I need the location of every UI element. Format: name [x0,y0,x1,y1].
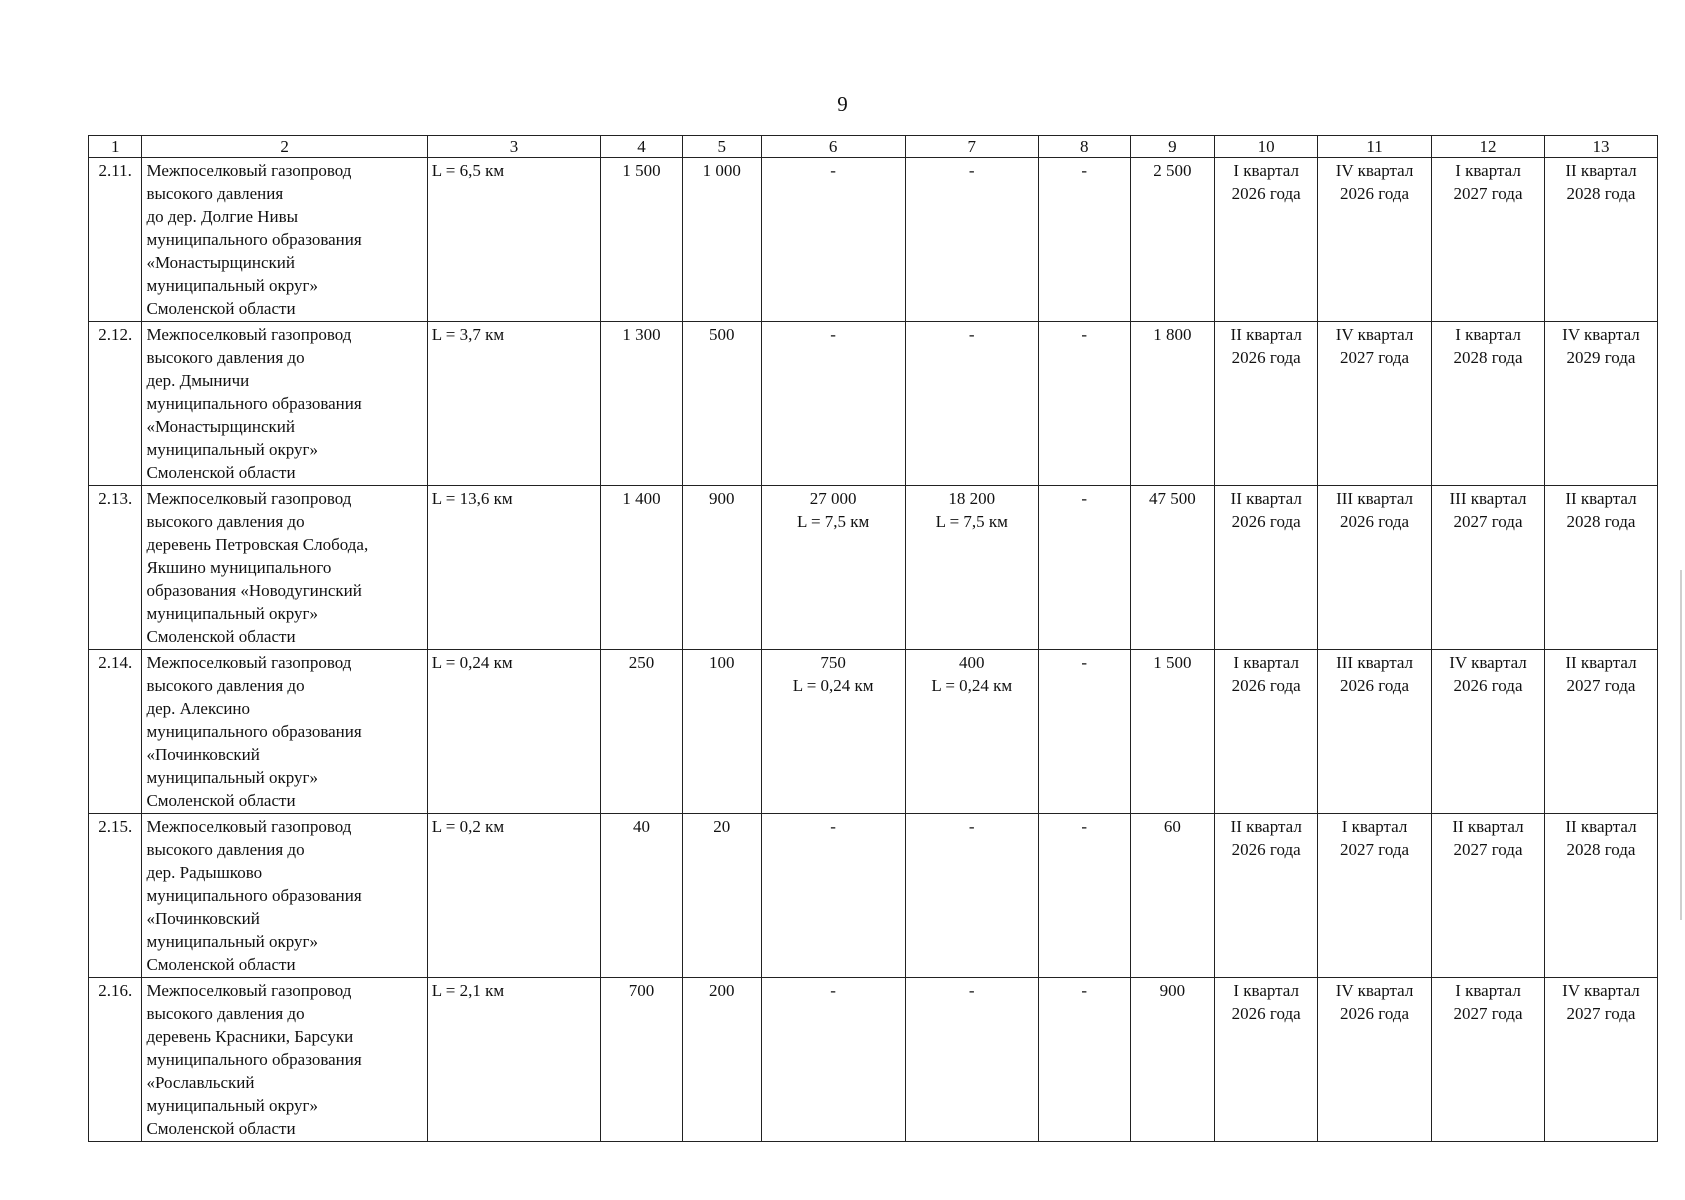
col-11-quarter [1318,650,1432,814]
col-7-value-line: 18 200 [948,489,996,508]
row-number: 2.13. [89,486,142,650]
col-6-value [761,158,905,322]
col-9-total: 1 800 [1130,322,1215,486]
col-10-quarter-line: 2026 года [1231,676,1301,695]
pipeline-length: L = 0,24 км [427,650,600,814]
pipeline-length: L = 6,5 км [427,158,600,322]
column-header-4: 4 [601,136,683,158]
col-7-value-line: 400 [959,653,985,672]
object-name-line: высокого давления до [146,512,305,531]
object-name-line: до дер. Долгие Нивы [146,207,299,226]
object-name-line: муниципального образования [146,722,362,741]
object-name-line: Межпоселковый газопровод [146,981,352,1000]
col-6-value-line: L = 0,24 км [792,676,874,695]
col-8-value: - [1038,322,1130,486]
col-11-quarter-line: 2027 года [1340,840,1410,859]
object-name-line: муниципального образования [146,886,362,905]
col-7-value-line: L = 7,5 км [935,512,1008,531]
col-13-quarter-line: 2029 года [1566,348,1636,367]
col-4-value: 700 [601,978,683,1142]
col-10-quarter-line: 2026 года [1231,840,1301,859]
col-12-quarter-line: I квартал [1455,161,1521,180]
col-7-value [905,978,1038,1142]
col-13-quarter-line: IV квартал [1562,325,1640,344]
object-name-line: дер. Алексино [146,699,251,718]
col-6-value-line: - [830,817,836,836]
object-name [142,650,427,814]
col-10-quarter [1215,978,1318,1142]
object-name-line: высокого давления до [146,676,305,695]
column-header-3: 3 [427,136,600,158]
row-number: 2.12. [89,322,142,486]
object-name-line: муниципального образования [146,394,362,413]
col-12-quarter-line: 2027 года [1453,184,1523,203]
object-name-line: Смоленской области [146,791,296,810]
col-7-value [905,486,1038,650]
col-10-quarter-line: II квартал [1230,489,1302,508]
object-name-line: Смоленской области [146,1119,296,1138]
col-11-quarter-line: III квартал [1336,653,1414,672]
col-11-quarter-line: 2026 года [1340,512,1410,531]
col-7-value-line: - [968,161,975,180]
object-name-line: муниципальный округ» [146,1096,318,1115]
column-header-13: 13 [1544,136,1657,158]
object-name-line: муниципального образования [146,1050,362,1069]
col-11-quarter [1318,158,1432,322]
col-13-quarter-line: 2028 года [1566,840,1636,859]
col-12-quarter [1432,978,1545,1142]
col-10-quarter [1215,814,1318,978]
col-11-quarter-line: IV квартал [1335,325,1414,344]
table-row [89,158,1658,322]
row-number: 2.14. [89,650,142,814]
col-6-value-line: L = 7,5 км [796,512,870,531]
col-13-quarter [1544,650,1657,814]
col-10-quarter [1215,650,1318,814]
object-name-line: муниципального образования [146,230,362,249]
col-12-quarter [1432,486,1545,650]
col-12-quarter [1432,158,1545,322]
scan-edge-line [1680,570,1682,920]
col-11-quarter-line: III квартал [1336,489,1414,508]
col-7-value [905,814,1038,978]
col-11-quarter [1318,814,1432,978]
col-5-value: 200 [682,978,761,1142]
column-number-row [89,136,1658,158]
object-name-line: дер. Дмыничи [146,371,250,390]
pipeline-length: L = 3,7 км [427,322,600,486]
column-header-12: 12 [1432,136,1545,158]
col-10-quarter-line: I квартал [1233,981,1299,1000]
col-10-quarter-line: 2026 года [1231,348,1301,367]
col-12-quarter-line: 2027 года [1453,840,1523,859]
table-row [89,650,1658,814]
row-number: 2.16. [89,978,142,1142]
object-name-line: «Починковский [146,745,260,764]
col-12-quarter-line: I квартал [1455,981,1521,1000]
page-number: 9 [837,92,848,116]
col-9-total: 2 500 [1130,158,1215,322]
object-name-line: дер. Радышково [146,863,263,882]
col-7-value-line: - [968,981,975,1000]
object-name-line: Якшино муниципального [146,558,332,577]
object-name-line: Межпоселковый газопровод [146,489,352,508]
pipeline-length: L = 0,2 км [427,814,600,978]
object-name-line: Смоленской области [146,299,296,318]
col-7-value-line: - [968,325,975,344]
col-7-value [905,322,1038,486]
col-12-quarter-line: I квартал [1455,325,1521,344]
col-12-quarter [1432,814,1545,978]
table-row [89,978,1658,1142]
col-11-quarter [1318,322,1432,486]
col-13-quarter-line: II квартал [1565,653,1637,672]
object-name-line: муниципальный округ» [146,932,318,951]
col-12-quarter-line: 2027 года [1453,1004,1523,1023]
col-12-quarter-line: III квартал [1449,489,1527,508]
column-header-1: 1 [89,136,142,158]
column-header-9: 9 [1130,136,1215,158]
object-name-line: Межпоселковый газопровод [146,653,352,672]
table-body [89,158,1658,1142]
col-13-quarter-line: IV квартал [1562,981,1640,1000]
col-12-quarter [1432,322,1545,486]
col-13-quarter [1544,486,1657,650]
table-row [89,486,1658,650]
row-number: 2.11. [89,158,142,322]
object-name-line: Межпоселковый газопровод [146,161,352,180]
col-12-quarter-line: 2028 года [1453,348,1523,367]
col-10-quarter [1215,486,1318,650]
object-name-line: муниципальный округ» [146,768,318,787]
column-header-2: 2 [142,136,427,158]
object-name-line: «Монастырщинский [146,417,295,436]
col-6-value [761,322,905,486]
col-5-value: 100 [682,650,761,814]
gas-pipeline-table [88,135,1658,1142]
col-11-quarter [1318,486,1432,650]
col-11-quarter-line: IV квартал [1335,981,1414,1000]
col-6-value-line: - [830,161,836,180]
col-6-value [761,814,905,978]
col-7-value [905,650,1038,814]
object-name-line: Смоленской области [146,463,296,482]
object-name [142,158,427,322]
object-name-line: высокого давления до [146,1004,305,1023]
col-4-value: 1 400 [601,486,683,650]
col-11-quarter-line: 2026 года [1340,184,1410,203]
column-header-8: 8 [1038,136,1130,158]
col-11-quarter-line: IV квартал [1335,161,1414,180]
col-4-value: 250 [601,650,683,814]
col-12-quarter-line: II квартал [1452,817,1524,836]
col-4-value: 1 300 [601,322,683,486]
col-9-total: 47 500 [1130,486,1215,650]
object-name-line: образования «Новодугинский [146,581,362,600]
col-6-value [761,486,905,650]
object-name-line: деревень Красники, Барсуки [146,1027,354,1046]
col-7-value-line: - [968,817,975,836]
object-name-line: высокого давления до [146,348,305,367]
object-name-line: высокого давления [146,184,284,203]
object-name-line: Межпоселковый газопровод [146,817,352,836]
col-9-total: 900 [1130,978,1215,1142]
object-name-line: высокого давления до [146,840,305,859]
object-name-line: муниципальный округ» [146,440,318,459]
col-10-quarter-line: II квартал [1230,325,1302,344]
object-name-line: Смоленской области [146,627,296,646]
col-11-quarter-line: I квартал [1341,817,1408,836]
col-11-quarter-line: 2026 года [1340,1004,1410,1023]
col-6-value-line: - [830,325,836,344]
object-name-line: Смоленской области [146,955,296,974]
col-12-quarter-line: IV квартал [1449,653,1527,672]
col-8-value: - [1038,978,1130,1142]
col-13-quarter [1544,322,1657,486]
col-6-value-line: - [830,981,836,1000]
col-13-quarter-line: II квартал [1565,817,1637,836]
col-13-quarter [1544,158,1657,322]
object-name-line: «Рославльский [146,1073,255,1092]
column-header-11: 11 [1318,136,1432,158]
col-10-quarter-line: 2026 года [1231,184,1301,203]
col-8-value: - [1038,486,1130,650]
col-13-quarter-line: II квартал [1565,161,1637,180]
col-7-value [905,158,1038,322]
object-name-line: муниципальный округ» [146,604,318,623]
column-header-10: 10 [1215,136,1318,158]
col-6-value [761,978,905,1142]
object-name [142,322,427,486]
col-13-quarter [1544,814,1657,978]
col-12-quarter-line: 2026 года [1453,676,1523,695]
col-13-quarter-line: 2028 года [1566,184,1636,203]
col-11-quarter-line: 2027 года [1340,348,1410,367]
col-13-quarter-line: II квартал [1565,489,1637,508]
col-10-quarter [1215,158,1318,322]
col-10-quarter-line: 2026 года [1231,512,1301,531]
col-13-quarter-line: 2028 года [1566,512,1636,531]
object-name-line: деревень Петровская Слобода, [146,535,369,554]
col-5-value: 20 [682,814,761,978]
object-name-line: Межпоселковый газопровод [146,325,352,344]
object-name-line: «Починковский [146,909,260,928]
col-9-total: 60 [1130,814,1215,978]
column-header-7: 7 [905,136,1038,158]
col-8-value: - [1038,814,1130,978]
col-12-quarter [1432,650,1545,814]
col-8-value: - [1038,650,1130,814]
column-header-6: 6 [761,136,905,158]
col-4-value: 1 500 [601,158,683,322]
object-name-line: «Монастырщинский [146,253,295,272]
table-row [89,814,1658,978]
col-6-value-line: 27 000 [809,489,857,508]
col-13-quarter [1544,978,1657,1142]
pipeline-length: L = 13,6 км [427,486,600,650]
col-11-quarter [1318,978,1432,1142]
col-10-quarter [1215,322,1318,486]
column-header-5: 5 [682,136,761,158]
col-7-value-line: L = 0,24 км [931,676,1013,695]
col-5-value: 500 [682,322,761,486]
col-4-value: 40 [601,814,683,978]
table-row [89,322,1658,486]
col-10-quarter-line: I квартал [1233,653,1299,672]
col-6-value-line: 750 [820,653,846,672]
col-5-value: 1 000 [682,158,761,322]
col-10-quarter-line: I квартал [1233,161,1299,180]
col-12-quarter-line: 2027 года [1453,512,1523,531]
col-8-value: - [1038,158,1130,322]
object-name [142,978,427,1142]
col-6-value [761,650,905,814]
col-13-quarter-line: 2027 года [1566,1004,1636,1023]
col-10-quarter-line: II квартал [1230,817,1302,836]
object-name [142,814,427,978]
col-11-quarter-line: 2026 года [1340,676,1410,695]
object-name-line: муниципальный округ» [146,276,318,295]
pipeline-length: L = 2,1 км [427,978,600,1142]
col-10-quarter-line: 2026 года [1231,1004,1301,1023]
col-9-total: 1 500 [1130,650,1215,814]
object-name [142,486,427,650]
col-13-quarter-line: 2027 года [1566,676,1636,695]
row-number: 2.15. [89,814,142,978]
col-5-value: 900 [682,486,761,650]
